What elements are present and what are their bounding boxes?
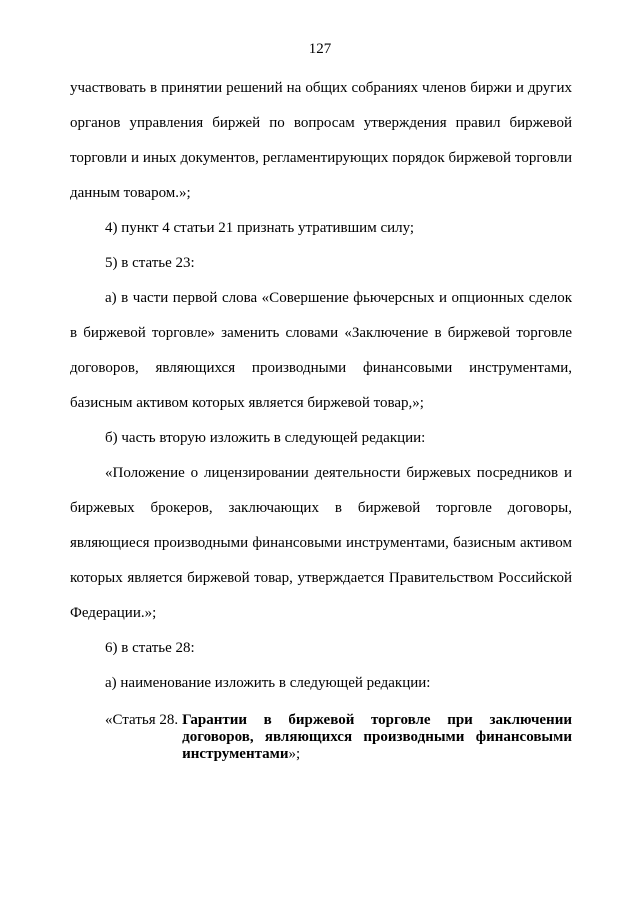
article-title xyxy=(70,712,572,763)
paragraph-item-5: 5) в статье 23: xyxy=(105,255,195,271)
article-prefix: «Статья 28. xyxy=(105,712,179,728)
paragraph-item-5a: а) в части первой слова «Совершение фьючерсных и опционных сделок в биржевой торговле» заменить словами «Заключение в биржевой торговле договоров, являющихся производными финансовыми инструментами, базисным активом которых является биржевой товар,»; xyxy=(70,290,572,411)
paragraph-item-6: 6) в статье 28: xyxy=(105,640,195,656)
document-body xyxy=(70,71,572,763)
article-heading xyxy=(182,712,572,763)
paragraph-quote-regulation: «Положение о лицензировании деятельности биржевых посредников и биржевых брокеров, заключающих в биржевой торговле договоры, являющиеся производными финансовыми инструментами, базисным активом которых является биржевой товар, утверждается Правительством Российской Федерации.»; xyxy=(70,465,572,621)
paragraph-item-6a: а) наименование изложить в следующей редакции: xyxy=(105,675,431,691)
paragraph-item-4: 4) пункт 4 статьи 21 признать утратившим силу; xyxy=(105,220,415,236)
article-heading-text: Гарантии в биржевой торговле при заключении договоров, являющихся производными финансовыми инструментами xyxy=(182,712,572,762)
paragraph-continuation: участвовать в принятии решений на общих собраниях членов биржи и других органов управления биржей по вопросам утверждения правил биржевой торговли и иных документов, регламентирующих порядок биржевой торговли данным товаром.»; xyxy=(70,80,572,201)
page-number: 127 xyxy=(308,41,332,57)
article-heading-tail: »; xyxy=(288,746,301,762)
paragraph-item-5b: б) часть вторую изложить в следующей редакции: xyxy=(105,430,426,446)
